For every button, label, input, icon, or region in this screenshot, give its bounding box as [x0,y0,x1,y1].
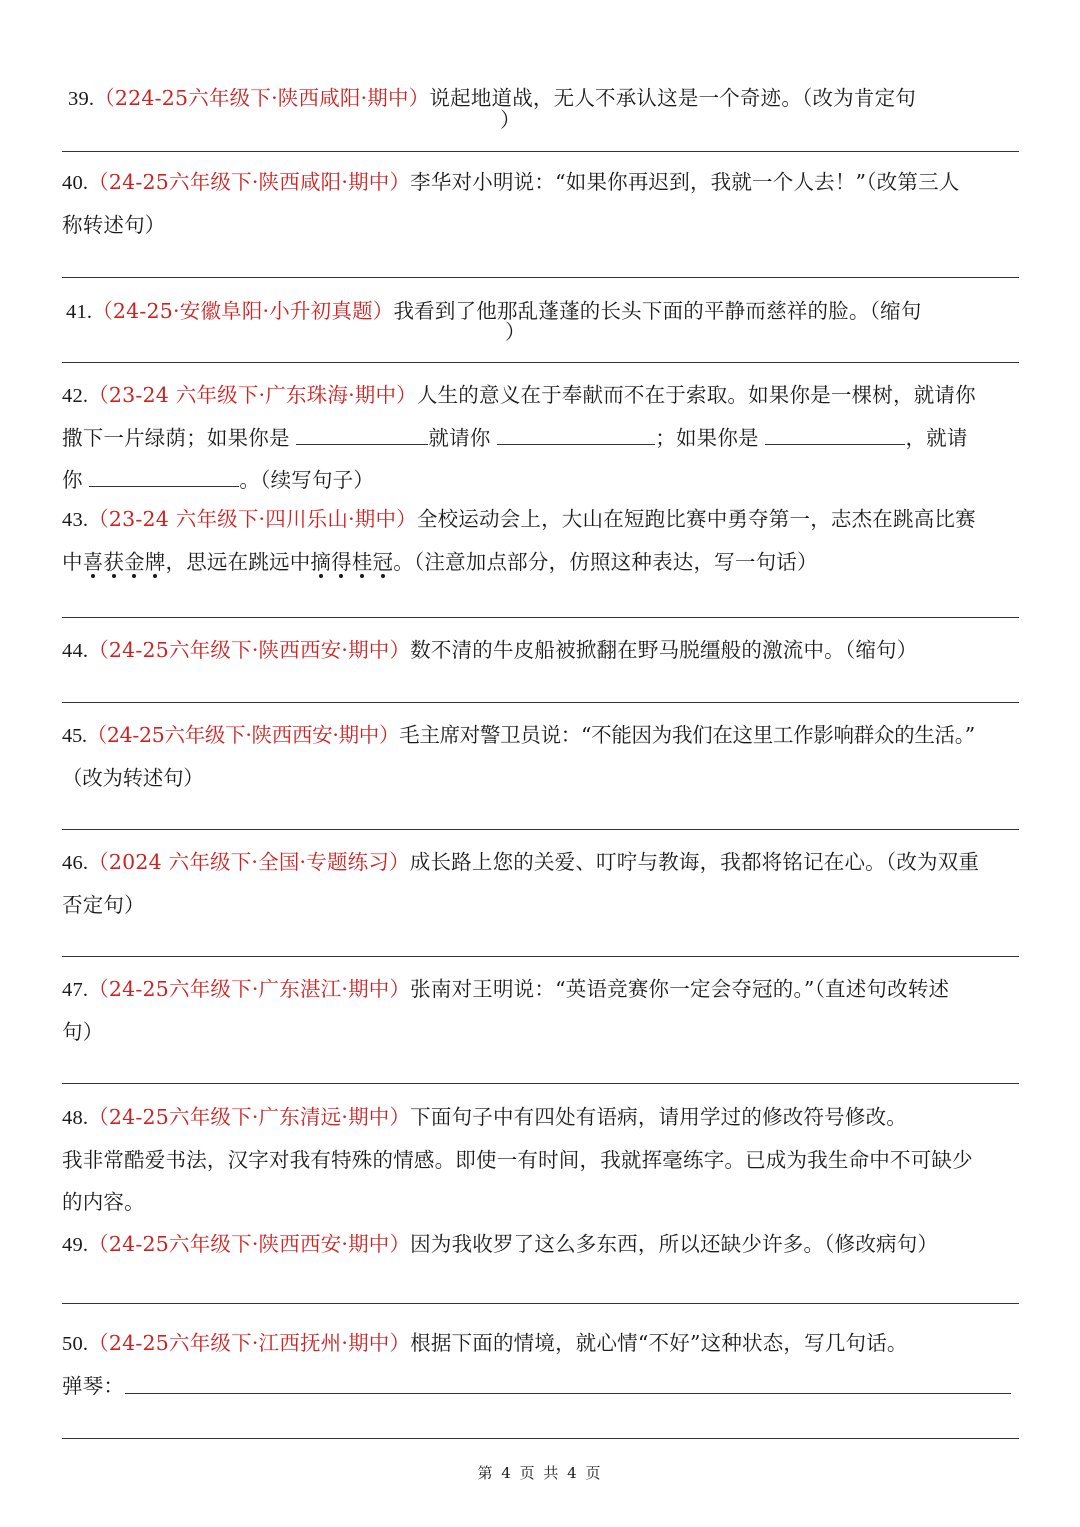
closing-paren: ） [500,108,521,132]
closing-paren: ） [505,320,526,344]
question-44 [62,629,1018,672]
emphasis-dot-char: 摘 [310,550,332,574]
question-text-cont: 中 [62,550,83,574]
page-footer: 第 4 页 共 4 页 [477,1464,603,1482]
question-text-cont: 否定句） [62,893,145,917]
question-number: 48. [62,1107,89,1129]
question-source: （24-25六年级下·江西抚州·期中） [88,1331,411,1355]
question-source: （23-24 六年级下·四川乐山·期中） [88,507,417,531]
answer-line[interactable] [62,151,1019,152]
fill-blank[interactable] [89,466,239,487]
question-text: 我看到了他那乱蓬蓬的长头下面的平静而慈祥的脸。（缩句 [393,299,922,323]
question-number: 40. [62,172,89,194]
question-46 [62,841,1018,926]
question-source: （24-25·安徽阜阳·小升初真题） [92,299,394,323]
question-text: 数不清的牛皮船被掀翻在野马脱缰般的激流中。（缩句） [410,638,918,662]
question-text-cont: （改为转述句） [62,766,204,790]
question-text: 根据下面的情境，就心情“不好”这种状态，写几句话。 [410,1331,908,1355]
question-source: （23-24 六年级下·广东珠海·期中） [88,383,417,407]
question-50 [62,1322,1018,1407]
question-45 [62,714,1018,799]
answer-line[interactable] [62,1303,1019,1304]
emphasis-dot-char: 牌 [144,550,166,574]
question-number: 43. [62,509,89,531]
question-text: 说起地道战，无人不承认这是一个奇迹。（改为肯定句 [429,86,916,110]
question-number: 42. [62,385,89,407]
question-text-cont: 就请你 [428,426,491,450]
question-40 [62,161,1018,246]
question-source: （224-25六年级下·陕西咸阳·期中） [94,86,430,110]
question-number: 41. [66,301,93,323]
emphasis-dot-char: 得 [331,550,352,574]
question-source: （2024 六年级下·全国·专题练习） [88,850,410,874]
answer-line[interactable] [62,1438,1019,1439]
question-text: 张南对王明说：“英语竞赛你一定会夺冠的。”（直述句改转述 [410,977,950,1001]
question-source: （24-25六年级下·陕西咸阳·期中） [88,170,411,194]
emphasis-dot-char: 喜 [82,550,104,574]
question-number: 47. [62,979,89,1001]
question-text-cont: 称转述句） [62,213,166,237]
question-text-cont: 你 [62,468,83,492]
answer-line[interactable] [62,956,1019,957]
emphasis-dot-char: 冠 [372,550,394,574]
question-number: 39. [68,88,95,110]
question-number: 49. [62,1234,89,1256]
question-number: 50. [62,1333,89,1355]
emphasis-dot-char: 金 [124,550,145,574]
dotted-phrase [310,550,393,574]
question-source: （24-25六年级下·陕西西安·期中） [88,1232,411,1256]
question-48 [62,1096,1018,1223]
answer-line[interactable] [125,1393,1011,1394]
question-text: 全校运动会上，大山在短跑比赛中勇夺第一，志杰在跳高比赛 [416,507,976,531]
answer-line[interactable] [62,1083,1019,1084]
answer-line[interactable] [62,277,1019,278]
dotted-phrase [83,550,166,574]
question-number: 45. [62,725,87,747]
question-source: （24-25六年级下·陕西西安·期中） [88,638,411,662]
question-text: 成长路上您的关爱、叮咛与教诲，我都将铭记在心。（改为双重 [409,850,980,874]
question-source: （24-25六年级下·广东湛江·期中） [88,977,411,1001]
question-text-cont: 撒下一片绿荫；如果你是 [62,426,290,450]
question-39 [68,77,1024,120]
question-42 [62,374,1018,501]
question-text: 李华对小明说：“如果你再迟到，我就一个人去！”（改第三人 [410,170,960,194]
question-text-cont: 我非常酷爱书法，汉字对我有特殊的情感。即使一有时间，我就挥毫练字。已成为我生命中不可缺少 [62,1148,973,1172]
fill-blank[interactable] [765,424,905,445]
fill-blank[interactable] [497,424,655,445]
answer-line[interactable] [62,617,1019,618]
question-49 [62,1223,1018,1266]
emphasis-dot-char: 桂 [351,550,373,574]
question-text-cont: 的内容。 [62,1190,145,1214]
question-41 [66,290,1022,333]
question-text-cont: ，思远在跳远中 [165,550,311,574]
fill-blank[interactable] [296,424,428,445]
question-text-cont: 弹琴： [62,1374,125,1398]
question-43 [62,498,1018,583]
question-text-cont: 句） [62,1020,104,1044]
question-source: （24-25六年级下·广东清远·期中） [88,1105,411,1129]
answer-line[interactable] [62,362,1019,363]
question-text: 人生的意义在于奉献而不在于索取。如果你是一棵树，就请你 [416,383,976,407]
question-text-cont: ；如果你是 [655,426,759,450]
emphasis-dot-char: 获 [103,550,125,574]
question-text: 毛主席对警卫员说：“不能因为我们在这里工作影响群众的生活。” [399,723,975,747]
question-text-cont: 。（注意加点部分，仿照这种表达，写一句话） [393,550,818,574]
answer-line[interactable] [62,829,1019,830]
question-source: （24-25六年级下·陕西西安·期中） [86,723,400,747]
question-text: 因为我收罗了这么多东西，所以还缺少许多。（修改病句） [410,1232,939,1256]
question-47 [62,968,1018,1053]
question-number: 46. [62,852,89,874]
question-number: 44. [62,640,89,662]
answer-line[interactable] [62,702,1019,703]
question-text-cont: ，就请 [905,426,968,450]
question-text: 下面句子中有四处有语病，请用学过的修改符号修改。 [410,1105,907,1129]
question-text-cont: 。（续写句子） [239,468,375,492]
